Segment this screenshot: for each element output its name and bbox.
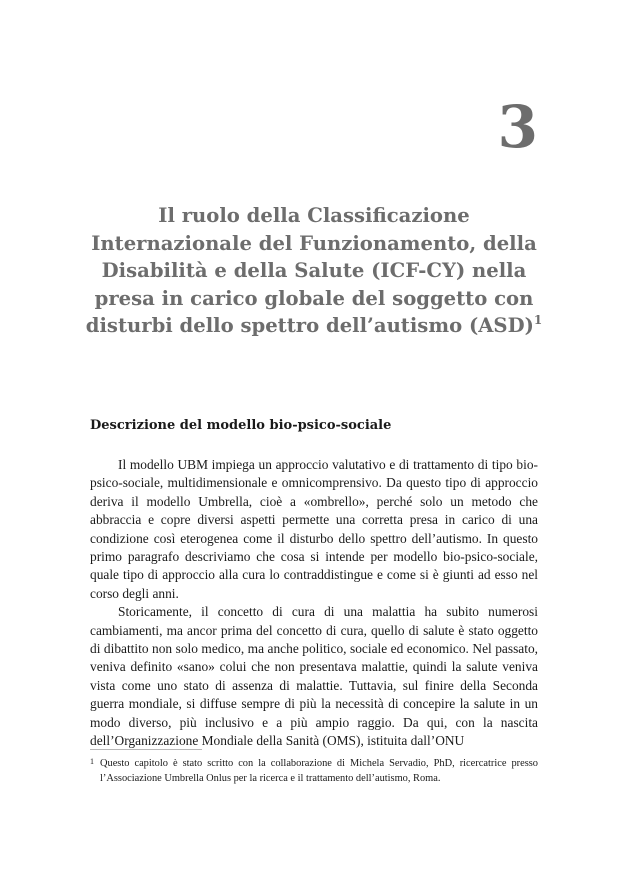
footnote-number: 1 [90,757,94,766]
chapter-title-text: Il ruolo della Classificazione Internazionale del Funzionamento, della Disabilità e della Salute (ICF-CY) nella presa in carico globale del soggetto con disturbi dello spettro dell’autismo (ASD) [85,204,537,338]
footnote [90,757,538,786]
paragraph: Storicamente, il concetto di cura di una malattia ha subito numerosi cambiamenti, ma ancor prima del concetto di cura, quello di salute è stato oggetto di dibattito non solo medico, ma anche politico, sociale ed economico. Nel passato, veniva definito «sano» colui che non presentava malattie, quindi la salute veniva vista come uno stato di assenza di malattie. Tuttavia, sul finire della Seconda guerra mondiale, si diffuse sempre di più la necessità di concepire la salute in un modo diverso, più inclusivo e a più ampio raggio. Da qui, con la nascita dell’Organizzazione Mondiale della Sanità (OMS), istituita dall’ONU [90,604,538,749]
chapter-number: 3 [497,93,538,161]
section-heading: Descrizione del modello bio-psico-sociale [90,418,392,433]
body-text [90,456,538,751]
title-footnote-marker[interactable]: 1 [533,313,543,328]
footnote-text: Questo capitolo è stato scritto con la collaborazione di Michela Servadio, PhD, ricercatrice presso l’Associazione Umbrella Onlus per la ricerca e il trattamento dell’autismo, Roma. [100,758,538,784]
footnote-rule [90,749,202,750]
chapter-title [80,202,548,340]
paragraph: Il modello UBM impiega un approccio valutativo e di trattamento di tipo bio-psico-sociale, multidimensionale e omnicomprensivo. Da questo tipo di approccio deriva il modello Umbrella, cioè a «ombrello», perché solo un metodo che abbraccia e copre diversi aspetti permette una corretta presa in carico di una condizione così eterogenea come il disturbo dello spettro dell’autismo. In questo primo paragrafo descriviamo che cosa si intende per modello bio-psico-sociale, quale tipo di approccio alla cura lo contraddistingue e come si è giunti ad esso nel corso degli anni. [90,457,538,601]
